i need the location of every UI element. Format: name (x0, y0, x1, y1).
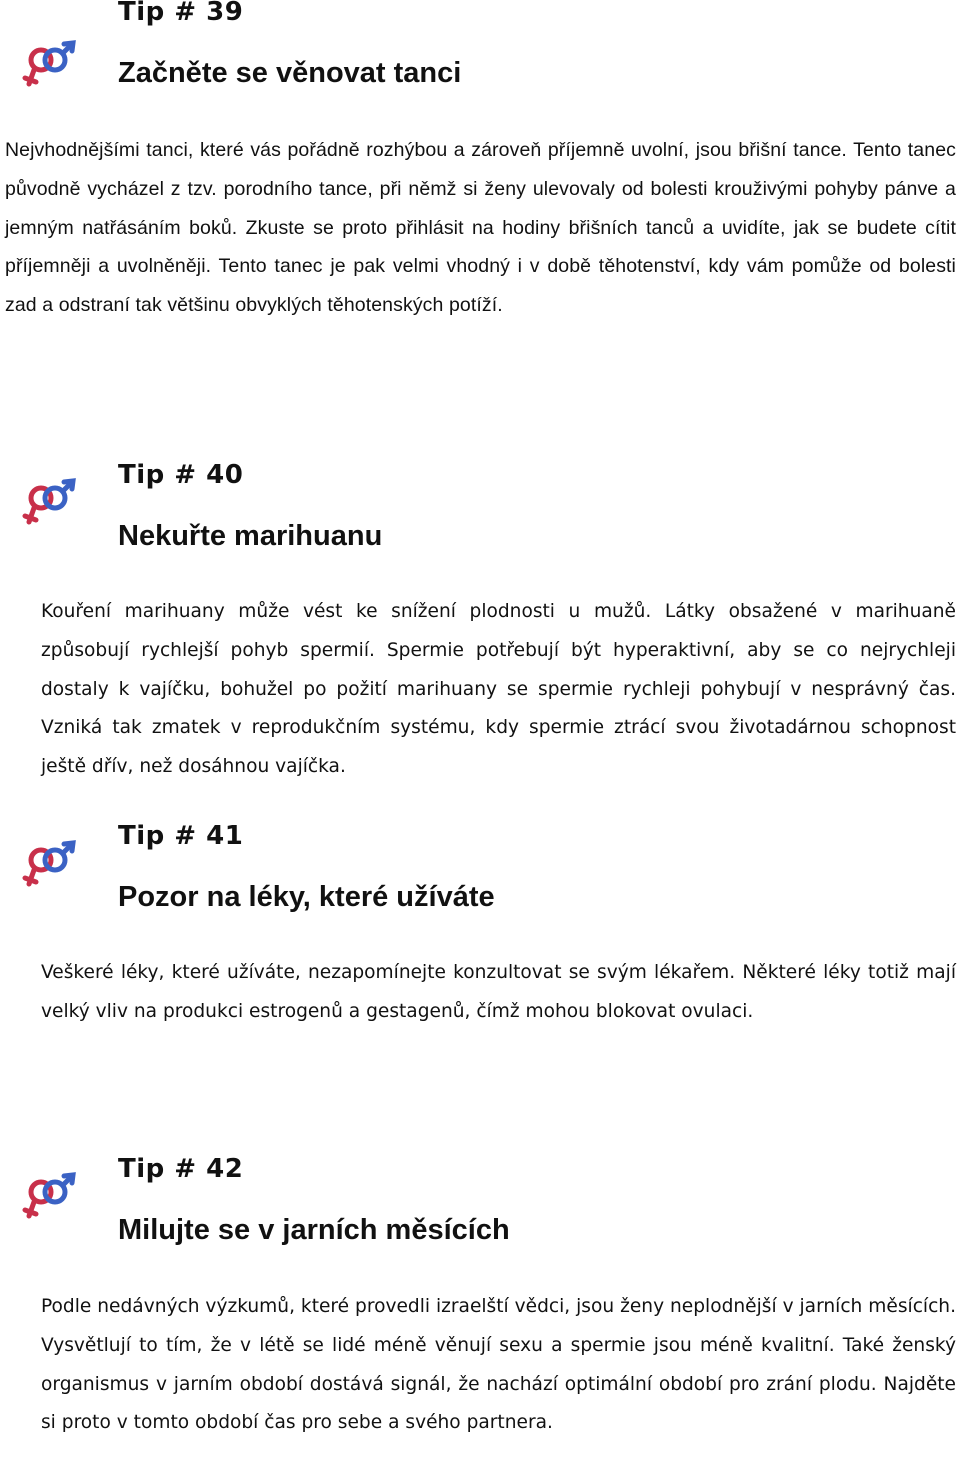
tip-number: Tip # 42 (118, 1154, 244, 1184)
tip-title: Milujte se v jarních měsících (118, 1214, 510, 1246)
tip-paragraph: Podle nedávných výzkumů, které provedli izraelští vědci, jsou ženy neplodnější v jarních měsících. Vysvětlují to tím, že v létě se lidé méně věnují sexu a spermie jsou méně kvalitní. Také ženský organismus v jarním období dostává signál, že nachází optimální období pro zrání plodu. Najděte si proto v tomto období čas pro sebe a svého partnera. (41, 1296, 956, 1434)
tip-paragraph: Nejvhodnějšími tanci, které vás pořádně rozhýbou a zároveň příjemně uvolní, jsou břišní tance. Tento tanec původně vycházel z tzv. porodního tance, při němž si ženy ulevovaly od bolesti krouživými pohyby pánve a jemným natřásáním boků. Zkuste se proto přihlásit na hodiny břišních tanců a uvidíte, jak se budete cítit příjemněji a uvolněněji. Tento tanec je pak velmi vhodný i v době těhotenství, kdy vám pomůže od bolesti zad a odstraní tak většinu obvyklých těhotenských potíží. (5, 139, 956, 317)
tip-number: Tip # 39 (118, 0, 244, 27)
tip-title: Pozor na léky, které užíváte (118, 881, 495, 913)
tip-paragraph: Veškeré léky, které užíváte, nezapomínejte konzultovat se svým lékařem. Některé léky totiž mají velký vliv na produkci estrogenů a gestagenů, čímž mohou blokovat ovulaci. (41, 962, 956, 1022)
gender-symbols-icon (22, 1172, 80, 1222)
tip-paragraph: Kouření marihuany může vést ke snížení plodnosti u mužů. Látky obsažené v marihuaně způsobují rychlejší pohyb spermií. Spermie potřebují být hyperaktivní, aby se co nejrychleji dostaly k vajíčku, bohužel po požití marihuany se spermie rychleji pohybují v nesprávný čas. Vzniká tak zmatek v reprodukčním systému, kdy spermie ztrácí svou životadárnou schopnost ještě dřív, než dosáhnou vajíčka. (41, 601, 956, 778)
gender-symbols-icon (22, 478, 80, 528)
tip-number: Tip # 41 (118, 821, 244, 851)
tip-number: Tip # 40 (118, 460, 244, 490)
gender-symbols-icon (22, 840, 80, 890)
gender-symbols-icon (22, 40, 80, 90)
tip-title: Nekuřte marihuanu (118, 520, 383, 552)
tip-title: Začněte se věnovat tanci (118, 57, 462, 89)
